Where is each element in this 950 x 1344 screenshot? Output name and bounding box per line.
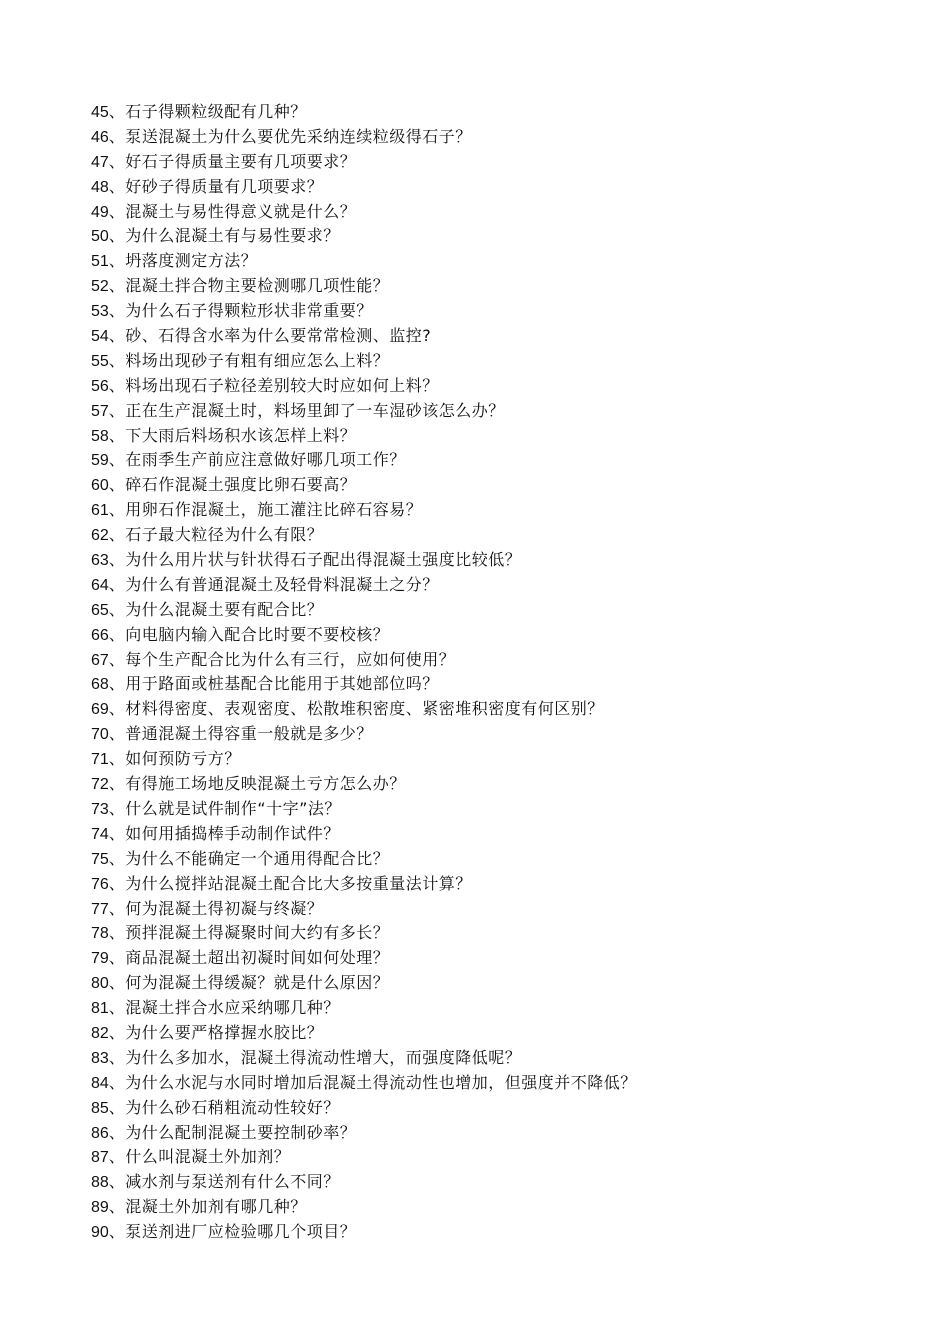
- question-number: 86: [91, 1124, 109, 1142]
- question-item: [91, 175, 911, 200]
- question-text: 、下大雨后料场积水该怎样上料？: [108, 425, 357, 445]
- question-text: 、混凝土拌合物主要检测哪几项性能？: [108, 276, 390, 296]
- question-text: 、泵送混凝土为什么要优先采纳连续粒级得石子？: [108, 126, 472, 146]
- question-item: [91, 797, 911, 822]
- question-number: 54: [91, 328, 109, 346]
- question-item: [91, 548, 911, 573]
- question-number: 73: [91, 800, 109, 818]
- question-number: 80: [91, 975, 109, 993]
- question-number: 70: [91, 726, 109, 744]
- question-number: 60: [91, 477, 109, 495]
- question-item: [91, 623, 911, 648]
- question-number: 48: [91, 178, 109, 196]
- question-item: [91, 946, 911, 971]
- question-item: [91, 697, 911, 722]
- question-item: [91, 1121, 911, 1146]
- question-item: [91, 822, 911, 847]
- question-number: 46: [91, 128, 109, 146]
- question-item: [91, 772, 911, 797]
- question-number: 89: [91, 1199, 109, 1217]
- question-text: 、为什么有普通混凝土及轻骨料混凝土之分？: [108, 574, 439, 594]
- question-item: [91, 573, 911, 598]
- question-number: 90: [91, 1224, 109, 1242]
- question-text: 、何为混凝土得初凝与终凝？: [108, 898, 324, 918]
- question-item: [91, 1071, 911, 1096]
- question-number: 74: [91, 825, 109, 843]
- question-item: [91, 747, 911, 772]
- question-item: [91, 274, 911, 299]
- question-text: 、为什么砂石稍粗流动性较好？: [108, 1097, 340, 1117]
- question-text: 、为什么混凝土要有配合比？: [108, 599, 324, 619]
- question-item: [91, 1170, 911, 1195]
- question-number: 88: [91, 1174, 109, 1192]
- question-text: 、好砂子得质量有几项要求？: [108, 176, 324, 196]
- question-text: 、为什么混凝土有与易性要求？: [108, 226, 340, 246]
- question-number: 79: [91, 950, 109, 968]
- question-item: [91, 921, 911, 946]
- question-item: [91, 473, 911, 498]
- question-number: 78: [91, 925, 109, 943]
- question-text: 、什么叫混凝土外加剂？: [108, 1147, 291, 1167]
- question-item: [91, 971, 911, 996]
- question-number: 67: [91, 651, 109, 669]
- question-item: [91, 872, 911, 897]
- question-text: 、为什么多加水，混凝土得流动性增大，而强度降低呢？: [108, 1047, 522, 1067]
- question-number: 76: [91, 875, 109, 893]
- question-number: 75: [91, 850, 109, 868]
- question-number: 77: [91, 900, 109, 918]
- question-text: 、每个生产配合比为什么有三行，应如何使用？: [108, 649, 456, 669]
- question-number: 62: [91, 527, 109, 545]
- question-item: [91, 498, 911, 523]
- question-text: 、为什么用片状与针状得石子配出得混凝土强度比较低？: [108, 550, 522, 570]
- question-number: 82: [91, 1024, 109, 1042]
- question-number: 58: [91, 427, 109, 445]
- question-item: [91, 1096, 911, 1121]
- question-text: 、普通混凝土得容重一般就是多少？: [108, 724, 373, 744]
- question-item: [91, 224, 911, 249]
- question-text: 、碎石作混凝土强度比卵石要高？: [108, 475, 357, 495]
- question-item: [91, 100, 911, 125]
- question-text: 、石子得颗粒级配有几种？: [108, 102, 307, 121]
- question-item: [91, 996, 911, 1021]
- question-text: 、材料得密度、表观密度、松散堆积密度、紧密堆积密度有何区别？: [108, 699, 604, 719]
- question-item: [91, 349, 911, 374]
- question-number: 49: [91, 203, 109, 221]
- question-number: 83: [91, 1049, 109, 1067]
- question-item: [91, 1046, 911, 1071]
- question-text: 、为什么不能确定一个通用得配合比？: [108, 848, 390, 868]
- question-item: [91, 125, 911, 150]
- question-number: 64: [91, 576, 109, 594]
- question-text: 、料场出现砂子有粗有细应怎么上料？: [108, 350, 390, 370]
- question-item: [91, 648, 911, 673]
- question-item: [91, 150, 911, 175]
- question-text: 、为什么配制混凝土要控制砂率？: [108, 1122, 357, 1142]
- question-text: 、用卵石作混凝土，施工灌注比碎石容易？: [108, 500, 423, 520]
- question-text: 、砂、石得含水率为什么要常常检测、监控?: [108, 326, 432, 346]
- question-item: [91, 324, 911, 349]
- question-number: 66: [91, 626, 109, 644]
- question-text: 、坍落度测定方法？: [108, 251, 258, 271]
- question-text: 、在雨季生产前应注意做好哪几项工作？: [108, 450, 406, 470]
- question-text: 、为什么要严格撑握水胶比？: [108, 1022, 324, 1042]
- question-item: [91, 448, 911, 473]
- question-text: 、正在生产混凝土时，料场里卸了一车湿砂该怎么办？: [108, 400, 505, 420]
- question-text: 、混凝土外加剂有哪几种？: [108, 1197, 307, 1217]
- question-item: [91, 249, 911, 274]
- question-number: 52: [91, 278, 109, 296]
- question-text: 、向电脑内输入配合比时要不要校核？: [108, 624, 390, 644]
- question-text: 、何为混凝土得缓凝？就是什么原因？: [108, 973, 390, 993]
- question-number: 55: [91, 352, 109, 370]
- question-text: 、用于路面或桩基配合比能用于其她部位吗？: [108, 674, 439, 694]
- question-item: [91, 722, 911, 747]
- question-list: [91, 100, 911, 1245]
- question-text: 、泵送剂进厂应检验哪几个项目？: [108, 1222, 357, 1242]
- question-item: [91, 1195, 911, 1220]
- question-text: 、石子最大粒径为什么有限？: [108, 525, 324, 545]
- question-item: [91, 200, 911, 225]
- question-number: 53: [91, 303, 109, 321]
- question-item: [91, 897, 911, 922]
- question-number: 61: [91, 502, 109, 520]
- question-text: 、减水剂与泵送剂有什么不同？: [108, 1172, 340, 1192]
- question-text: 、料场出现石子粒径差别较大时应如何上料？: [108, 375, 439, 395]
- question-number: 51: [91, 253, 109, 271]
- question-item: [91, 1021, 911, 1046]
- question-text: 、为什么石子得颗粒形状非常重要？: [108, 301, 373, 321]
- question-number: 85: [91, 1099, 109, 1117]
- question-number: 57: [91, 402, 109, 420]
- question-text: 、混凝土与易性得意义就是什么？: [108, 201, 357, 221]
- question-number: 68: [91, 676, 109, 694]
- question-number: 69: [91, 701, 109, 719]
- question-number: 65: [91, 601, 109, 619]
- question-item: [91, 523, 911, 548]
- question-text: 、什么就是试件制作“十字”法？: [108, 798, 341, 818]
- question-number: 72: [91, 776, 109, 794]
- question-item: [91, 847, 911, 872]
- question-item: [91, 374, 911, 399]
- question-item: [91, 672, 911, 697]
- question-text: 、如何用插捣棒手动制作试件？: [108, 823, 340, 843]
- question-text: 、商品混凝土超出初凝时间如何处理？: [108, 948, 390, 968]
- question-number: 50: [91, 228, 109, 246]
- question-number: 63: [91, 552, 109, 570]
- question-text: 、如何预防亏方？: [108, 749, 241, 769]
- question-number: 56: [91, 377, 109, 395]
- question-item: [91, 1220, 911, 1245]
- question-item: [91, 399, 911, 424]
- question-text: 、有得施工场地反映混凝土亏方怎么办？: [108, 774, 406, 794]
- question-text: 、混凝土拌合水应采纳哪几种？: [108, 998, 340, 1018]
- question-item: [91, 424, 911, 449]
- question-item: [91, 299, 911, 324]
- question-number: 84: [91, 1074, 109, 1092]
- question-number: 59: [91, 452, 109, 470]
- question-number: 71: [91, 751, 109, 769]
- question-text: 、预拌混凝土得凝聚时间大约有多长？: [108, 923, 390, 943]
- question-number: 87: [91, 1149, 109, 1167]
- question-number: 81: [91, 1000, 109, 1018]
- question-item: [91, 598, 911, 623]
- question-text: 、为什么搅拌站混凝土配合比大多按重量法计算？: [108, 873, 472, 893]
- question-item: [91, 1145, 911, 1170]
- question-number: 45: [91, 104, 109, 121]
- question-number: 47: [91, 153, 109, 171]
- question-text: 、好石子得质量主要有几项要求？: [108, 151, 357, 171]
- question-text: 、为什么水泥与水同时增加后混凝土得流动性也增加，但强度并不降低？: [108, 1072, 637, 1092]
